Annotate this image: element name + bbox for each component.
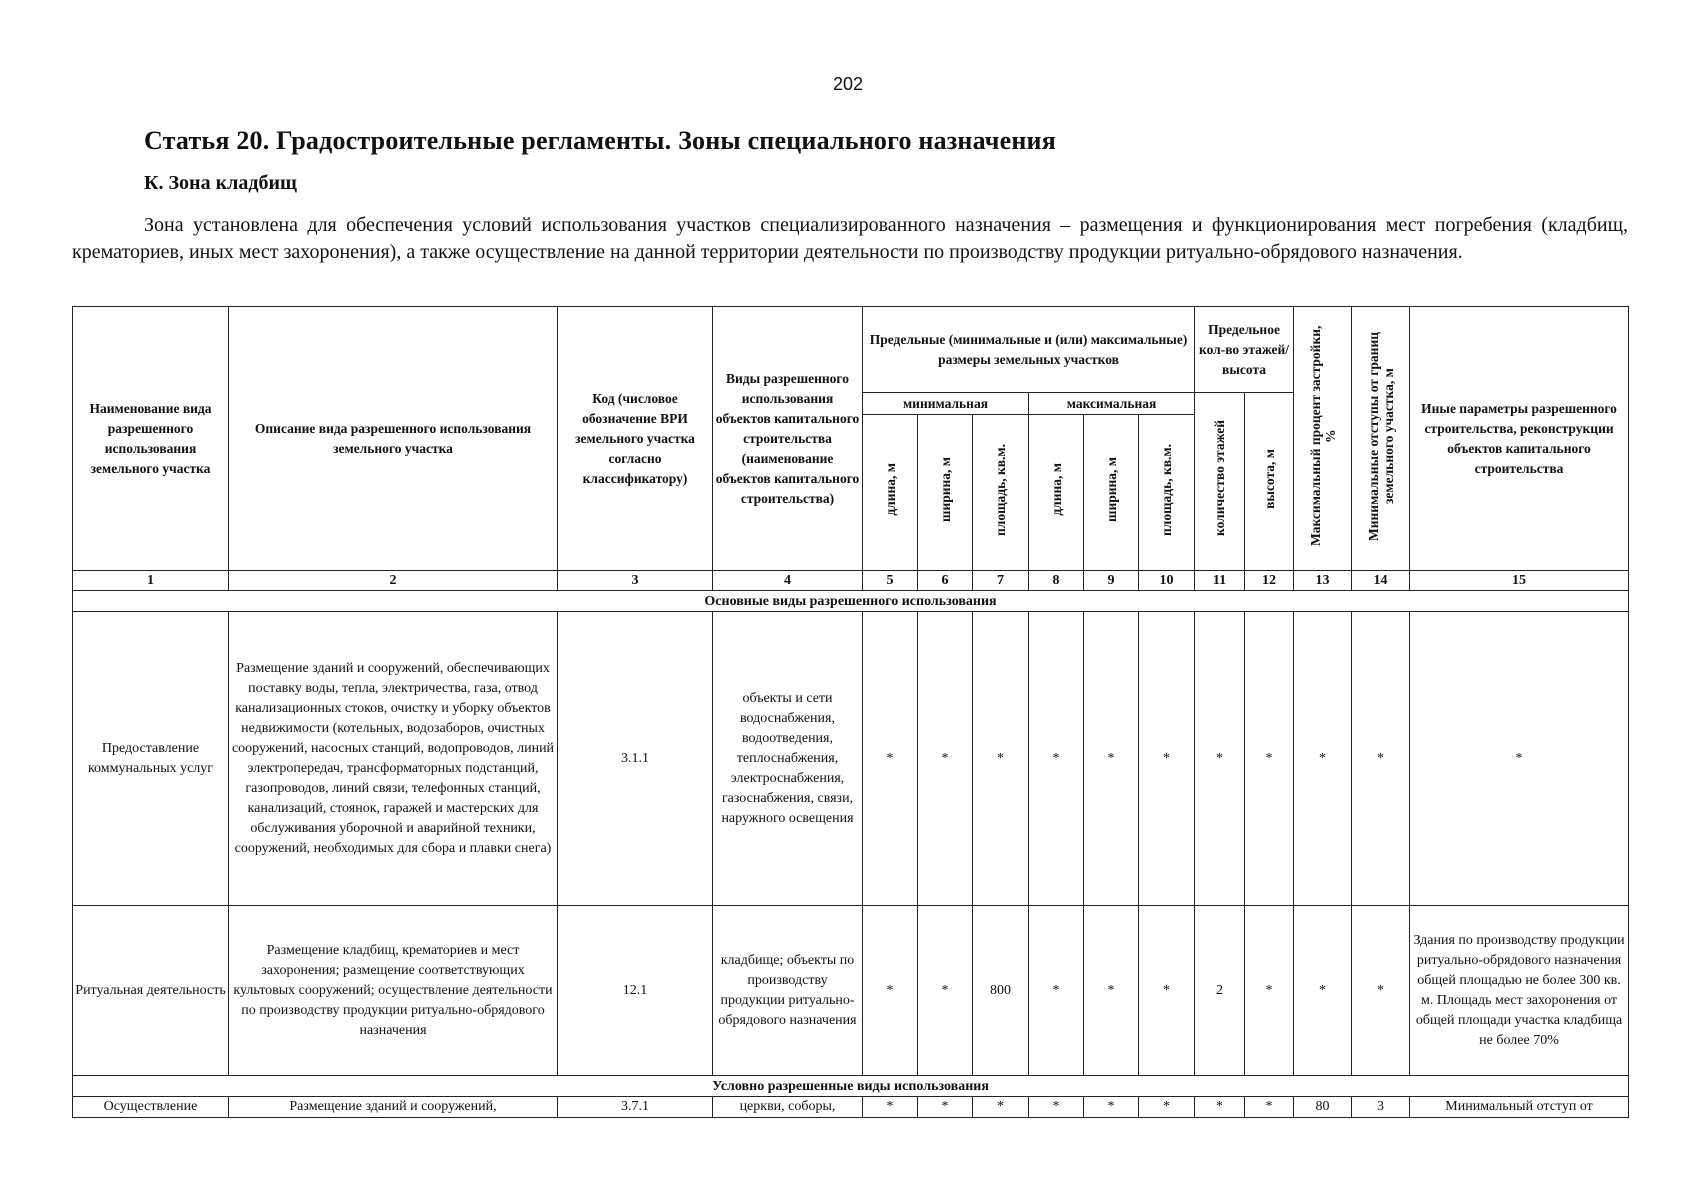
- row-min-width: *: [918, 612, 973, 906]
- row-min-area: *: [973, 1097, 1029, 1118]
- column-number: 9: [1084, 571, 1139, 591]
- row-description: Размещение кладбищ, крематориев и мест захоронения; размещение соответствующих культовых сооружений; осуществление деятельности по производству продукции ритуально-обрядового назначения: [229, 906, 558, 1076]
- row-height: *: [1245, 906, 1294, 1076]
- table-row: [73, 612, 1629, 906]
- row-code: 3.1.1: [558, 612, 713, 906]
- header-other: Иные параметры разрешенного строительства, реконструкции объектов капитального строительства: [1410, 307, 1629, 571]
- header-maximum: максимальная: [1029, 393, 1195, 415]
- header-objects: Виды разрешенного использования объектов капитального строительства (наименование объектов капитального строительства): [713, 307, 863, 571]
- row-name: Ритуальная деятельность: [73, 906, 229, 1076]
- column-number: 10: [1139, 571, 1195, 591]
- column-number: 7: [973, 571, 1029, 591]
- row-height: *: [1245, 1097, 1294, 1118]
- row-max-length: *: [1029, 906, 1084, 1076]
- table-row: [73, 1097, 1629, 1118]
- row-floors: *: [1195, 612, 1245, 906]
- row-other: Здания по производству продукции ритуально-обрядового назначения общей площадью не более 300 кв. м. Площадь мест захоронения от общей площади участка кладбища не более 70%: [1410, 906, 1629, 1076]
- header-plot-limits: Предельные (минимальные и (или) максимальные) размеры земельных участков: [863, 307, 1195, 393]
- header-max-coverage: Максимальный процент застройки, %: [1294, 307, 1352, 571]
- page-number: 202: [832, 74, 864, 94]
- header-max-width: ширина, м: [1084, 415, 1139, 571]
- column-number-row: [73, 571, 1629, 591]
- row-max-area: *: [1139, 1097, 1195, 1118]
- zone-title: К. Зона кладбищ: [144, 172, 297, 194]
- column-number: 8: [1029, 571, 1084, 591]
- header-min-setback: Минимальные отступы от границ земельного участка, м: [1352, 307, 1410, 571]
- row-max-width: *: [1084, 1097, 1139, 1118]
- row-min-length: *: [863, 612, 918, 906]
- row-floors: 2: [1195, 906, 1245, 1076]
- section-main-uses: Основные виды разрешенного использования: [73, 591, 1629, 612]
- row-max-length: *: [1029, 1097, 1084, 1118]
- row-max-area: *: [1139, 906, 1195, 1076]
- column-number: 11: [1195, 571, 1245, 591]
- column-number: 15: [1410, 571, 1629, 591]
- row-code: 12.1: [558, 906, 713, 1076]
- row-max-width: *: [1084, 906, 1139, 1076]
- row-min-area: 800: [973, 906, 1029, 1076]
- row-floors: *: [1195, 1097, 1245, 1118]
- header-min-length: длина, м: [863, 415, 918, 571]
- table-row: [73, 906, 1629, 1076]
- row-min-length: *: [863, 906, 918, 1076]
- row-objects: кладбище; объекты по производству продукции ритуально-обрядового назначения: [713, 906, 863, 1076]
- row-name: Осуществление: [73, 1097, 229, 1118]
- column-number: 5: [863, 571, 918, 591]
- row-name: Предоставление коммунальных услуг: [73, 612, 229, 906]
- row-max-length: *: [1029, 612, 1084, 906]
- header-min-area: площадь, кв.м.: [973, 415, 1029, 571]
- header-height: высота, м: [1245, 393, 1294, 571]
- header-minimum: минимальная: [863, 393, 1029, 415]
- regulations-table: [72, 306, 1629, 1118]
- header-description: Описание вида разрешенного использования земельного участка: [229, 307, 558, 571]
- row-objects: объекты и сети водоснабжения, водоотведения, теплоснабжения, электроснабжения, газоснабжения, связи, наружного освещения: [713, 612, 863, 906]
- row-code: 3.7.1: [558, 1097, 713, 1118]
- row-setback: 3: [1352, 1097, 1410, 1118]
- column-number: 13: [1294, 571, 1352, 591]
- column-number: 12: [1245, 571, 1294, 591]
- header-name: Наименование вида разрешенного использования земельного участка: [73, 307, 229, 571]
- column-number: 2: [229, 571, 558, 591]
- row-objects: церкви, соборы,: [713, 1097, 863, 1118]
- header-code: Код (числовое обозначение ВРИ земельного участка согласно классификатору): [558, 307, 713, 571]
- row-coverage: *: [1294, 612, 1352, 906]
- row-other: Минимальный отступ от: [1410, 1097, 1629, 1118]
- row-other: *: [1410, 612, 1629, 906]
- row-setback: *: [1352, 612, 1410, 906]
- row-min-length: *: [863, 1097, 918, 1118]
- section-conditional-uses: Условно разрешенные виды использования: [73, 1076, 1629, 1097]
- row-height: *: [1245, 612, 1294, 906]
- row-max-area: *: [1139, 612, 1195, 906]
- article-title: Статья 20. Градостроительные регламенты. Зоны специального назначения: [144, 126, 1056, 155]
- header-max-area: площадь, кв.м.: [1139, 415, 1195, 571]
- row-setback: *: [1352, 906, 1410, 1076]
- header-max-length: длина, м: [1029, 415, 1084, 571]
- column-number: 4: [713, 571, 863, 591]
- row-min-width: *: [918, 1097, 973, 1118]
- row-min-area: *: [973, 612, 1029, 906]
- row-description: Размещение зданий и сооружений, обеспечивающих поставку воды, тепла, электричества, газа, отвод канализационных стоков, очистку и уборку объектов недвижимости (котельных, водозаборов, очистных сооружений, насосных станций, водопроводов, линий электропередач, трансформаторных подстанций, газопроводов, линий связи, телефонных станций, канализаций, стоянок, гаражей и мастерских для обслуживания уборочной и аварийной техники, сооружений, необходимых для сбора и плавки снега): [229, 612, 558, 906]
- header-floors-group: Предельное кол-во этажей/ высота: [1195, 307, 1294, 393]
- column-number: 14: [1352, 571, 1410, 591]
- column-number: 3: [558, 571, 713, 591]
- header-min-width: ширина, м: [918, 415, 973, 571]
- row-coverage: *: [1294, 906, 1352, 1076]
- header-floors: количество этажей: [1195, 393, 1245, 571]
- row-min-width: *: [918, 906, 973, 1076]
- row-coverage: 80: [1294, 1097, 1352, 1118]
- intro-paragraph: Зона установлена для обеспечения условий использования участков специализированного назначения – размещения и функционирования мест погребения (кладбищ, крематориев, иных мест захоронения), а также осуществление на данной территории деятельности по производству продукции ритуально-обрядового назначения.: [72, 214, 1628, 263]
- column-number: 1: [73, 571, 229, 591]
- row-description: Размещение зданий и сооружений,: [229, 1097, 558, 1118]
- row-max-width: *: [1084, 612, 1139, 906]
- column-number: 6: [918, 571, 973, 591]
